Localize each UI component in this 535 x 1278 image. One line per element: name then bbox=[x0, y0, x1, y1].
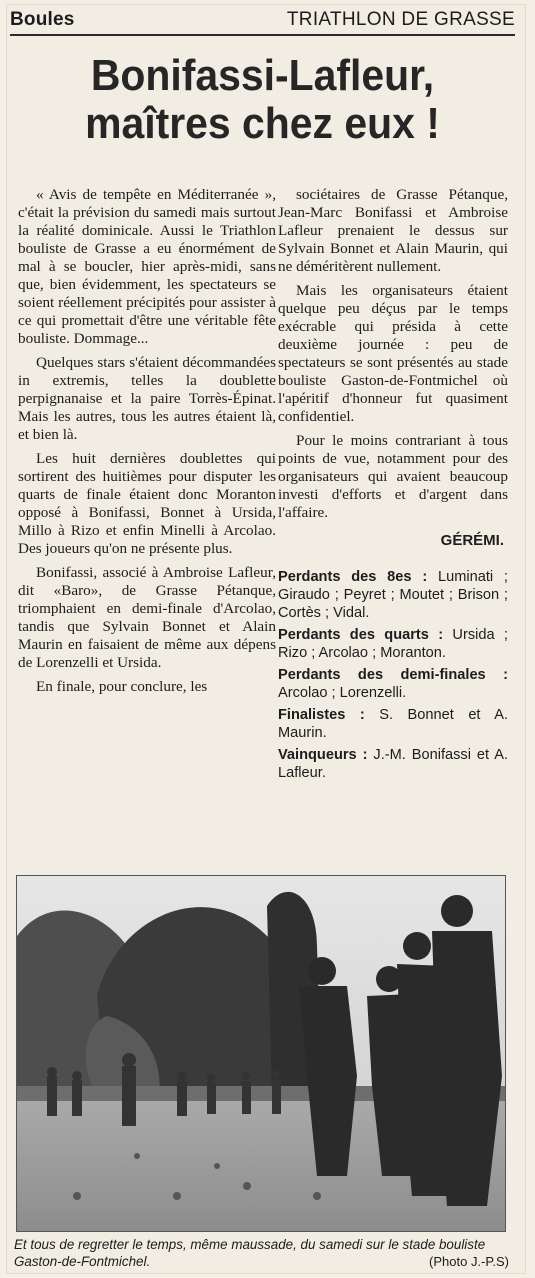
result-label: Vainqueurs : bbox=[278, 747, 368, 763]
paragraph: En finale, pour conclure, les bbox=[36, 678, 208, 695]
article-headline bbox=[28, 52, 498, 148]
paragraph: Quelques stars s'étaient décommandées in extremis, telles la doublette perpignanaise et la paire Torrès-Épinat. Mais les autres, tous les autres étaient là, et bien là. bbox=[18, 354, 276, 443]
result-label: Perdants des quarts : bbox=[278, 627, 444, 643]
paragraph: « Avis de tempête en Méditerranée », c'était la prévision du samedi mais surtout la réalité dominicale. Aussi le Triathlon bouliste de Grasse a eu énormément de mal à se boucler, hier après-midi, sans que, bien évidemment, les spectateurs se soient réellement précipités pour assister à ce qui promettait d'être une véritable fête bouliste. Dommage... bbox=[18, 186, 276, 347]
result-label: Perdants des 8es : bbox=[278, 569, 428, 585]
article-column-2 bbox=[278, 186, 508, 786]
article-column-1 bbox=[18, 186, 276, 702]
section-header bbox=[10, 6, 515, 36]
paragraph: sociétaires de Grasse Pétanque, Jean-Marc Bonifassi et Ambroise Lafleur prenaient le dessus sur Sylvain Bonnet et Alain Maurin, qui ne déméritèrent nullement. bbox=[278, 186, 508, 275]
result-text: Arcolao ; Lorenzelli. bbox=[278, 685, 407, 701]
result-label: Finalistes : bbox=[278, 707, 365, 723]
caption-text: Et tous de regretter le temps, même maussade, du samedi sur le stade bouliste Gaston-de-Fontmichel. bbox=[14, 1237, 486, 1269]
paragraph: Pour le moins contrariant à tous points de vue, notamment pour des organisateurs qui avaient beaucoup investi d'efforts et d'argent dans l'affaire. bbox=[278, 432, 508, 521]
result-entry bbox=[278, 706, 508, 742]
result-entry bbox=[278, 666, 508, 702]
result-text: Luminati ; Giraudo ; Peyret ; Moutet ; Brison ; Cortès ; Vidal. bbox=[278, 569, 508, 621]
paragraph: Bonifassi, associé à Ambroise Lafleur, dit «Baro», de Grasse Pétanque, triomphaient en demi-finale d'Arcolao, tandis que Sylvain Bonnet et Alain Maurin en faisaient de même aux dépens de Lorenzelli et Ursida. bbox=[18, 564, 276, 671]
result-entry bbox=[278, 568, 508, 622]
section-name: Boules bbox=[10, 9, 75, 30]
photo-caption bbox=[14, 1236, 509, 1270]
result-entry bbox=[278, 626, 508, 662]
result-text: J.-M. Bonifassi et A. Lafleur. bbox=[278, 747, 508, 781]
headline-line-1: Bonifassi-Lafleur, bbox=[90, 51, 435, 100]
rubric-title: TRIATHLON DE GRASSE bbox=[286, 9, 515, 30]
result-text: Ursida ; Rizo ; Arcolao ; Moranton. bbox=[278, 627, 508, 661]
author-signature: GÉRÉMI. bbox=[440, 532, 504, 549]
headline-line-2: maîtres chez eux ! bbox=[85, 99, 440, 148]
paragraph: Mais les organisateurs étaient quelque peu déçus par le temps exécrable qui présida à cette deuxième journée : peu de spectateurs se sont présentés au stade bouliste Gaston-de-Fontmichel où l'apéritif d'honneur fut quasiment confidentiel. bbox=[278, 282, 508, 425]
result-entry bbox=[278, 746, 508, 782]
photo-credit: (Photo J.-P.S) bbox=[429, 1254, 509, 1269]
result-text: S. Bonnet et A. Maurin. bbox=[278, 707, 508, 741]
paragraph: Les huit dernières doublettes qui sortirent des huitièmes pour disputer les quarts de finale étaient donc Moranton opposé à Bonifassi, Bonnet à Ursida, Millo à Rizo et enfin Minelli à Arcolao. Des joueurs qu'on ne présente plus. bbox=[18, 450, 276, 557]
news-photo bbox=[16, 875, 506, 1232]
result-label: Perdants des demi-finales : bbox=[278, 667, 508, 683]
results-box bbox=[278, 568, 508, 782]
boules-players-photo bbox=[17, 876, 505, 1231]
